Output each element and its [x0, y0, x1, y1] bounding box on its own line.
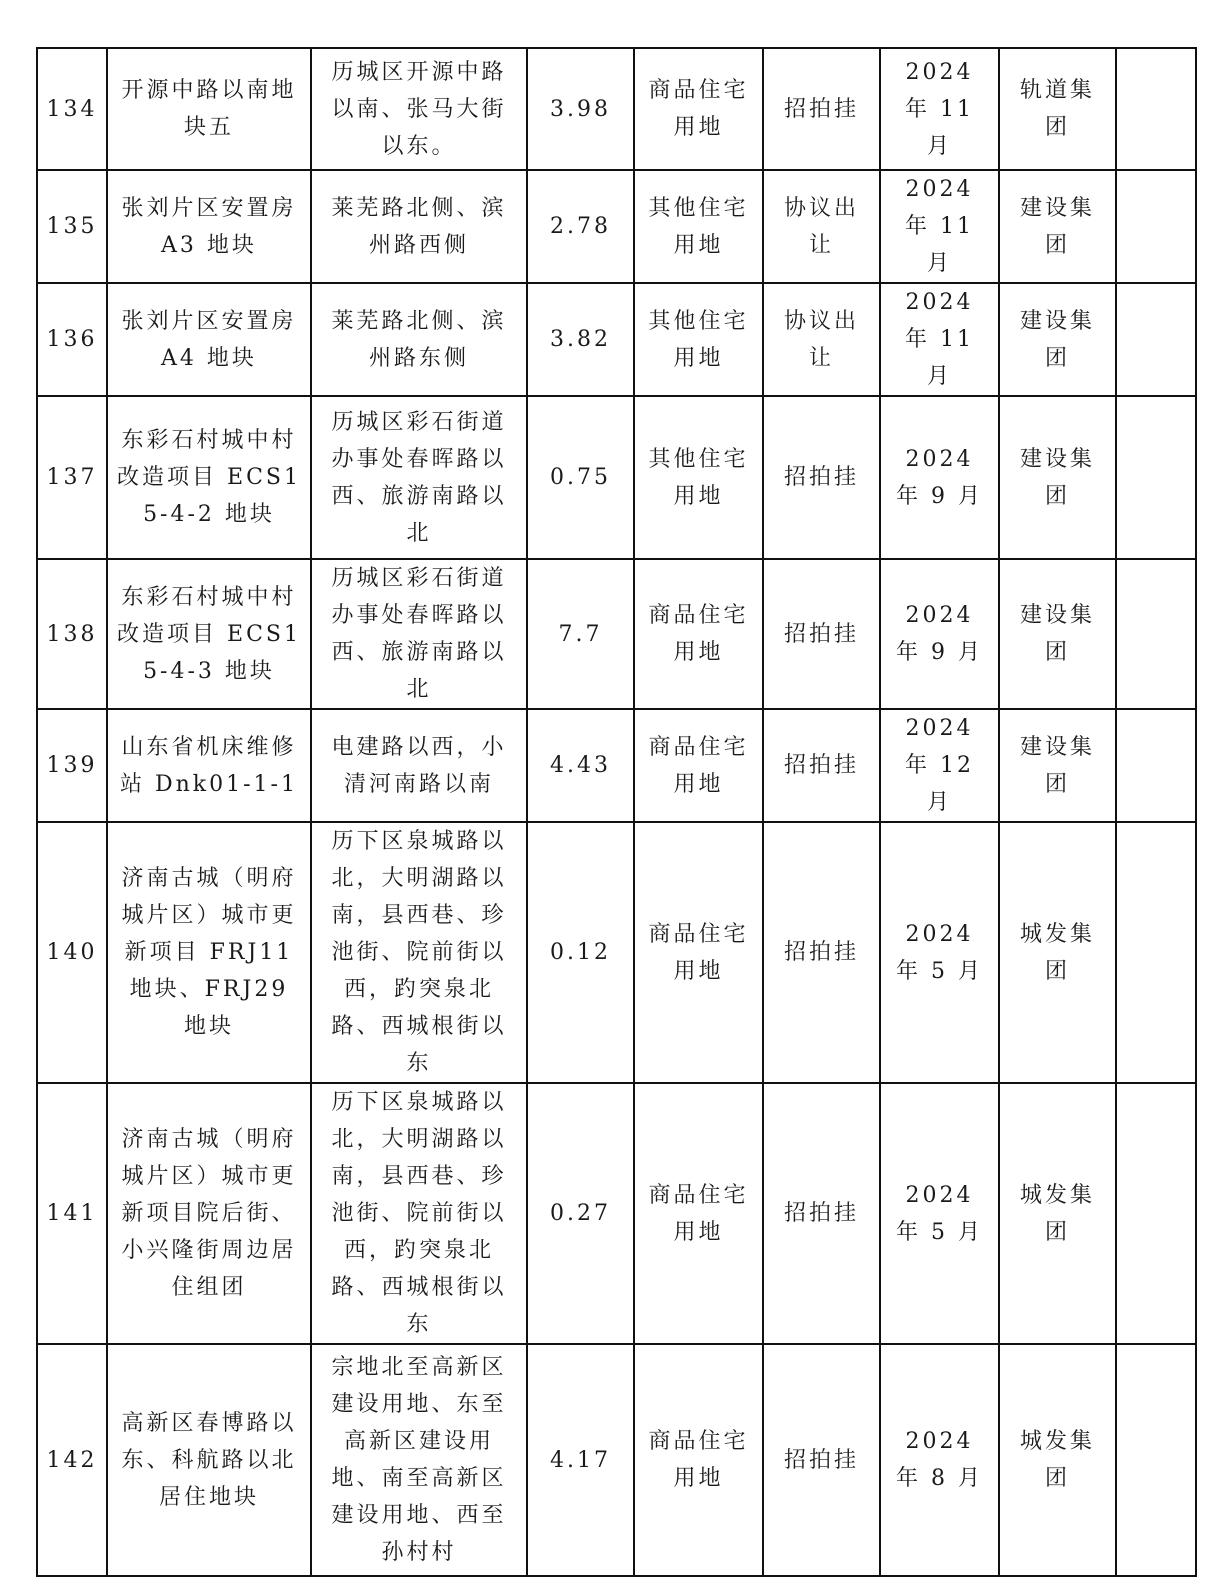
table-row [37, 170, 1196, 283]
supply-method-cell: 招拍挂 [763, 1083, 880, 1344]
plot-location-cell: 历城区彩石街道办事处春晖路以西、旅游南路以北 [311, 559, 527, 709]
plot-name-cell: 张刘片区安置房 A3 地块 [107, 170, 311, 283]
supply-time-cell: 2024 年 5 月 [880, 1083, 999, 1344]
land-use-cell: 其他住宅用地 [634, 396, 763, 559]
responsible-unit-cell: 轨道集团 [999, 48, 1116, 170]
row-number-cell: 139 [37, 709, 107, 822]
row-number-cell: 140 [37, 822, 107, 1083]
land-use-cell: 商品住宅用地 [634, 709, 763, 822]
responsible-unit-cell: 建设集团 [999, 396, 1116, 559]
plot-area-cell: 3.82 [527, 283, 634, 396]
plot-name-cell: 东彩石村城中村改造项目 ECS15-4-2 地块 [107, 396, 311, 559]
plot-name-cell: 济南古城（明府城片区）城市更新项目院后街、小兴隆街周边居住组团 [107, 1083, 311, 1344]
plot-area-cell: 4.43 [527, 709, 634, 822]
supply-method-cell: 招拍挂 [763, 396, 880, 559]
table-row [37, 559, 1196, 709]
supply-time-cell: 2024 年 11 月 [880, 283, 999, 396]
land-use-cell: 商品住宅用地 [634, 559, 763, 709]
note-cell [1116, 709, 1196, 822]
plot-location-cell: 莱芜路北侧、滨州路西侧 [311, 170, 527, 283]
supply-time-cell: 2024 年 11 月 [880, 170, 999, 283]
responsible-unit-cell: 建设集团 [999, 559, 1116, 709]
supply-time-cell: 2024 年 5 月 [880, 822, 999, 1083]
land-use-cell: 商品住宅用地 [634, 822, 763, 1083]
note-cell [1116, 48, 1196, 170]
supply-method-cell: 招拍挂 [763, 48, 880, 170]
land-use-cell: 其他住宅用地 [634, 283, 763, 396]
plot-name-cell: 济南古城（明府城片区）城市更新项目 FRJ11 地块、FRJ29 地块 [107, 822, 311, 1083]
plot-name-cell: 高新区春博路以东、科航路以北居住地块 [107, 1344, 311, 1576]
plot-name-cell: 东彩石村城中村改造项目 ECS15-4-3 地块 [107, 559, 311, 709]
note-cell [1116, 170, 1196, 283]
plot-location-cell: 历下区泉城路以北，大明湖路以南，县西巷、珍池街、院前街以西，趵突泉北路、西城根街以东 [311, 1083, 527, 1344]
land-plot-table [36, 47, 1197, 1577]
table-row [37, 822, 1196, 1083]
note-cell [1116, 1344, 1196, 1576]
responsible-unit-cell: 建设集团 [999, 283, 1116, 396]
plot-area-cell: 3.98 [527, 48, 634, 170]
plot-location-cell: 宗地北至高新区建设用地、东至高新区建设用地、南至高新区建设用地、西至孙村村 [311, 1344, 527, 1576]
plot-area-cell: 7.7 [527, 559, 634, 709]
supply-method-cell: 招拍挂 [763, 709, 880, 822]
land-use-cell: 其他住宅用地 [634, 170, 763, 283]
row-number-cell: 136 [37, 283, 107, 396]
supply-time-cell: 2024 年 11 月 [880, 48, 999, 170]
supply-method-cell: 招拍挂 [763, 559, 880, 709]
row-number-cell: 141 [37, 1083, 107, 1344]
land-use-cell: 商品住宅用地 [634, 48, 763, 170]
row-number-cell: 137 [37, 396, 107, 559]
responsible-unit-cell: 城发集团 [999, 822, 1116, 1083]
supply-method-cell: 招拍挂 [763, 822, 880, 1083]
responsible-unit-cell: 建设集团 [999, 170, 1116, 283]
table-row [37, 283, 1196, 396]
table-row [37, 1083, 1196, 1344]
table-row [37, 1344, 1196, 1576]
row-number-cell: 135 [37, 170, 107, 283]
plot-location-cell: 历下区泉城路以北，大明湖路以南，县西巷、珍池街、院前街以西，趵突泉北路、西城根街以东 [311, 822, 527, 1083]
plot-location-cell: 历城区开源中路以南、张马大街以东。 [311, 48, 527, 170]
row-number-cell: 142 [37, 1344, 107, 1576]
row-number-cell: 138 [37, 559, 107, 709]
responsible-unit-cell: 建设集团 [999, 709, 1116, 822]
land-use-cell: 商品住宅用地 [634, 1344, 763, 1576]
plot-location-cell: 电建路以西，小清河南路以南 [311, 709, 527, 822]
plot-area-cell: 0.75 [527, 396, 634, 559]
note-cell [1116, 559, 1196, 709]
plot-location-cell: 历城区彩石街道办事处春晖路以西、旅游南路以北 [311, 396, 527, 559]
plot-area-cell: 2.78 [527, 170, 634, 283]
supply-time-cell: 2024 年 8 月 [880, 1344, 999, 1576]
responsible-unit-cell: 城发集团 [999, 1083, 1116, 1344]
supply-time-cell: 2024 年 12 月 [880, 709, 999, 822]
note-cell [1116, 822, 1196, 1083]
plot-name-cell: 山东省机床维修站 Dnk01-1-1 [107, 709, 311, 822]
note-cell [1116, 396, 1196, 559]
plot-area-cell: 4.17 [527, 1344, 634, 1576]
table-row [37, 709, 1196, 822]
supply-time-cell: 2024 年 9 月 [880, 396, 999, 559]
supply-method-cell: 协议出让 [763, 283, 880, 396]
responsible-unit-cell: 城发集团 [999, 1344, 1116, 1576]
note-cell [1116, 1083, 1196, 1344]
plot-area-cell: 0.27 [527, 1083, 634, 1344]
supply-method-cell: 协议出让 [763, 170, 880, 283]
table-row [37, 396, 1196, 559]
table-row [37, 48, 1196, 170]
supply-method-cell: 招拍挂 [763, 1344, 880, 1576]
plot-name-cell: 开源中路以南地块五 [107, 48, 311, 170]
plot-name-cell: 张刘片区安置房 A4 地块 [107, 283, 311, 396]
table-body [37, 48, 1196, 1576]
row-number-cell: 134 [37, 48, 107, 170]
note-cell [1116, 283, 1196, 396]
supply-time-cell: 2024 年 9 月 [880, 559, 999, 709]
plot-location-cell: 莱芜路北侧、滨州路东侧 [311, 283, 527, 396]
land-use-cell: 商品住宅用地 [634, 1083, 763, 1344]
plot-area-cell: 0.12 [527, 822, 634, 1083]
